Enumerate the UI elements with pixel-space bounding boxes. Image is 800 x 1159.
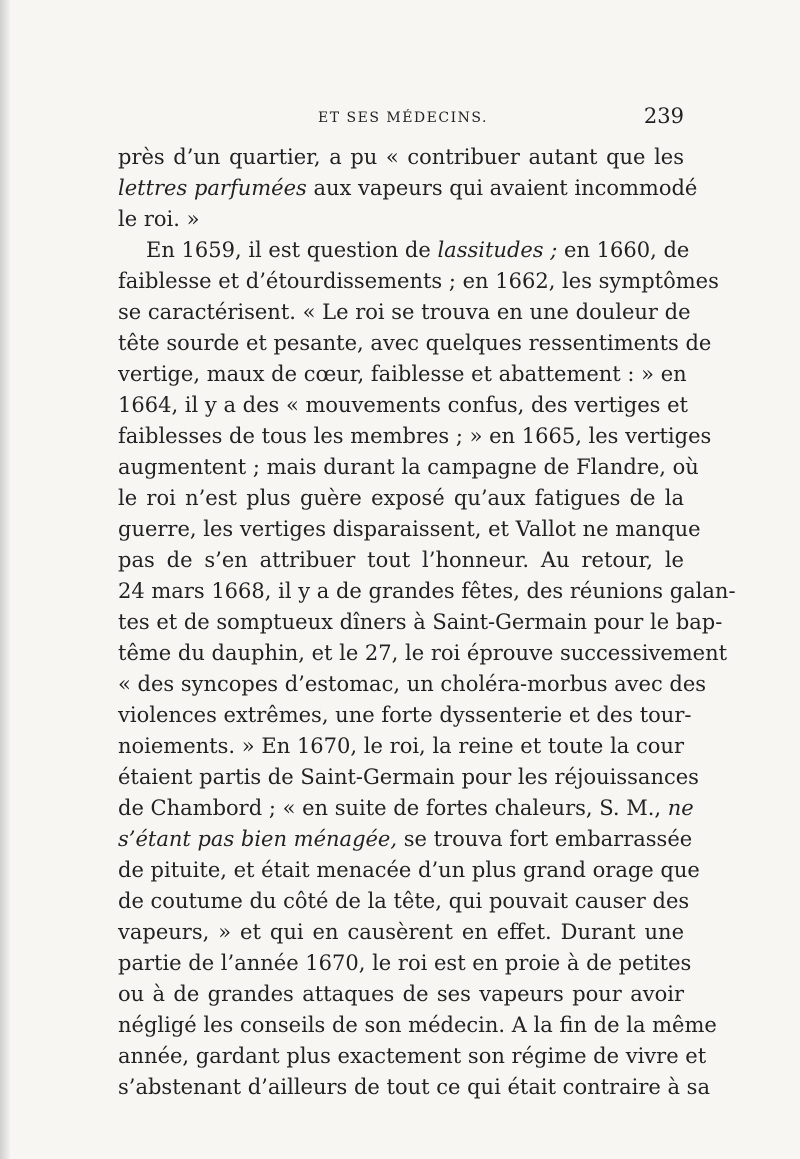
text-line [118, 793, 694, 824]
text-segment: de coutume du côté de la tête, qui pouvait causer des [118, 889, 690, 913]
text-segment: de Chambord ; « en suite de fortes chaleurs, S. M., [118, 796, 668, 820]
text-line [118, 669, 707, 700]
text-line [118, 762, 699, 793]
text-line [118, 452, 699, 483]
text-segment: tes et de somptueux dîners à Saint-Germain pour le bap- [118, 610, 723, 634]
text-segment: vapeurs, » et qui en causèrent en effet. Durant une [118, 920, 684, 944]
text-segment: ou à de grandes attaques de ses vapeurs pour avoir [118, 982, 684, 1006]
text-line [118, 328, 712, 359]
text-segment: partie de l’année 1670, le roi est en proie à de petites [118, 951, 692, 975]
text-line [118, 979, 684, 1010]
text-segment: en 1660, de [557, 238, 690, 262]
text-segment: le roi. » [118, 207, 200, 231]
text-line [118, 576, 736, 607]
text-line [118, 700, 692, 731]
text-segment: près d’un quartier, a pu « contribuer autant que les [118, 145, 684, 169]
text-segment: vertige, maux de cœur, faiblesse et abattement : » en [118, 362, 687, 386]
text-line [118, 297, 691, 328]
page-number: 239 [643, 104, 684, 128]
page-edge-shadow [0, 0, 10, 1159]
text-segment: 1664, il y a des « mouvements confus, des vertiges et [118, 393, 688, 417]
text-line [118, 173, 698, 204]
text-line [118, 421, 712, 452]
text-segment: année, gardant plus exactement son régime de vivre et [118, 1044, 707, 1068]
text-segment: faiblesse et d’étourdissements ; en 1662, les symptômes [118, 269, 719, 293]
text-line [118, 917, 684, 948]
text-line [118, 886, 690, 917]
text-segment: violences extrêmes, une forte dyssenterie et des tour- [118, 703, 692, 727]
page-header [118, 104, 684, 134]
italic-text: ne [667, 796, 694, 820]
text-line [118, 142, 684, 173]
text-segment: pas de s’en attribuer tout l’honneur. Au retour, le [118, 548, 684, 572]
text-line [118, 266, 719, 297]
text-segment: se caractérisent. « Le roi se trouva en une douleur de [118, 300, 691, 324]
text-segment: noiements. » En 1670, le roi, la reine et toute la cour [118, 734, 684, 758]
text-segment: guerre, les vertiges disparaissent, et Vallot ne manque [118, 517, 701, 541]
text-segment: augmentent ; mais durant la campagne de Flandre, où [118, 455, 699, 479]
text-line [118, 1072, 710, 1103]
text-segment: le roi n’est plus guère exposé qu’aux fatigues de la [118, 486, 684, 510]
text-line [118, 607, 723, 638]
text-line [118, 824, 693, 855]
running-head: ET SES MÉDECINS. [318, 110, 488, 126]
text-line [118, 483, 684, 514]
text-line [118, 1041, 707, 1072]
text-segment: tête sourde et pesante, avec quelques ressentiments de [118, 331, 712, 355]
text-line [118, 204, 684, 235]
text-segment: aux vapeurs qui avaient incommodé [306, 176, 698, 200]
text-segment: se trouva fort embarrassée [397, 827, 693, 851]
text-segment: étaient partis de Saint-Germain pour les réjouissances [118, 765, 699, 789]
italic-text: lassitudes ; [437, 238, 558, 262]
text-line [118, 514, 701, 545]
text-segment: « des syncopes d’estomac, un choléra-morbus avec des [118, 672, 707, 696]
text-line [118, 545, 684, 576]
text-line [118, 235, 690, 266]
text-segment: de pituite, et était menacée d’un plus grand orage que [118, 858, 700, 882]
text-line [118, 948, 692, 979]
text-segment: faiblesses de tous les membres ; » en 1665, les vertiges [118, 424, 712, 448]
text-line [118, 1010, 717, 1041]
text-line [118, 731, 684, 762]
text-segment: négligé les conseils de son médecin. A la fin de la même [118, 1013, 717, 1037]
text-line [118, 855, 700, 886]
text-line [118, 638, 728, 669]
text-line [118, 390, 688, 421]
italic-text: lettres parfumées [118, 176, 307, 200]
text-line [118, 359, 687, 390]
body-text [118, 142, 736, 1103]
text-segment: En 1659, il est question de [146, 238, 438, 262]
italic-text: s’étant pas bien ménagée, [118, 827, 398, 851]
text-segment: 24 mars 1668, il y a de grandes fêtes, des réunions galan- [118, 579, 736, 603]
text-segment: s’abstenant d’ailleurs de tout ce qui était contraire à sa [118, 1075, 710, 1099]
text-segment: tême du dauphin, et le 27, le roi éprouve successivement [118, 641, 728, 665]
